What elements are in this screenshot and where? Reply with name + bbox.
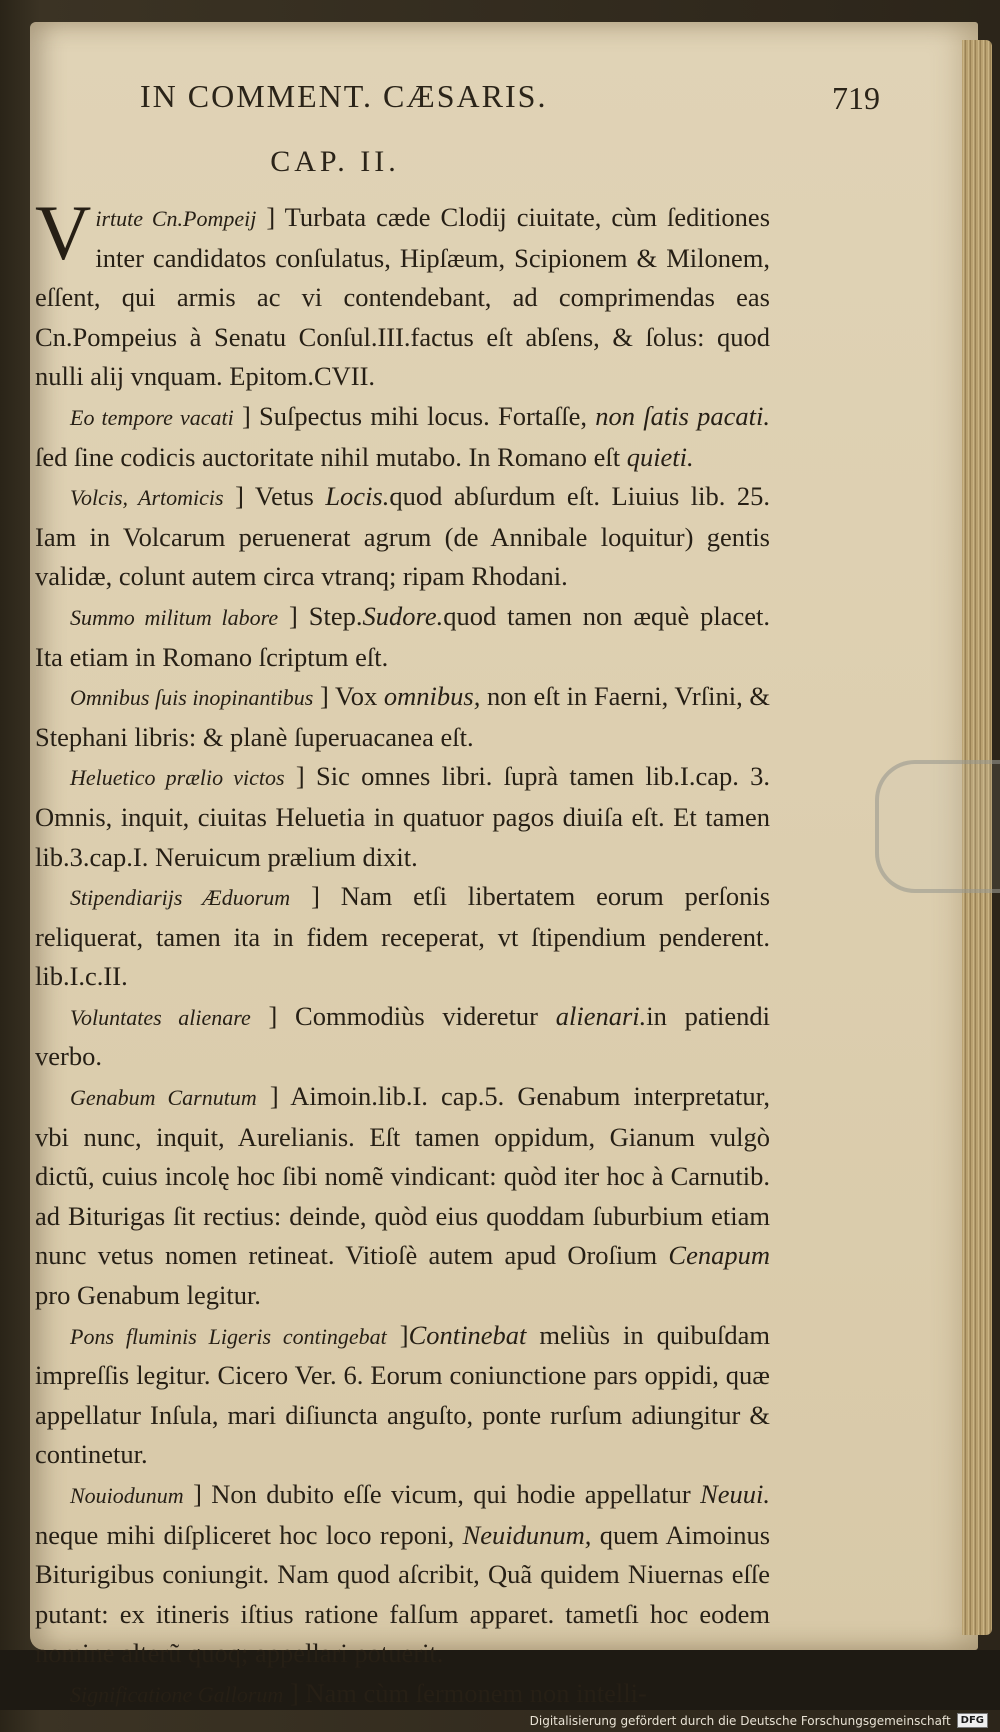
note-text: ] Sic omnes libri. ſuprà tamen lib.I.cap. 3. Omnis, inquit, ciuitas Heluetia in quatuor pagos diuiſa eſt. Et tamen lib.3.cap.I. Neruicum prælium dixit.	[35, 761, 771, 872]
note-text: quod abſurdum eſt. Liuius lib. 25. Iam in Volcarum peruenerat agrum (de Annibale loquitur) gentis validæ, colunt autem circa vtranq; ripam Rhodani.	[35, 481, 770, 592]
commentary-body	[35, 189, 771, 1715]
note-text: quod tamen non æquè placet. Ita etiam in Romano ſcriptum eſt.	[35, 600, 771, 672]
note-text: ] Vetus	[235, 481, 314, 512]
running-head: IN COMMENT. CÆSARIS.	[140, 78, 548, 114]
page-header	[140, 78, 880, 124]
note-variant: Sudore.	[362, 600, 444, 631]
note-text: ] Nam etſi libertatem eorum perſonis reliquerat, tamen ita in fidem receperat, vt ſtipendium penderent. lib.I.c.II.	[35, 881, 771, 992]
note-paragraph	[35, 1475, 770, 1674]
note-text: ] Aimoin.lib.I. cap.5. Genabum interpretatur, vbi nunc, inquit, Aurelianis. Eſt tamen oppidum, Gianum vulgò dictũ, cuius incolę hoc ſibi nomẽ vindicant: quòd iter hoc à Carnutib. ad Biturigas ſit rectius: deinde, quòd eius quoddam ſuburbium etiam nunc vetus nomen retineat. Vitioſè autem apud Oroſium	[35, 1081, 770, 1271]
lemma: Stipendiarijs Æduorum	[70, 885, 291, 911]
note-text: in patiendi verbo.	[35, 1000, 770, 1072]
note-paragraph	[35, 397, 770, 477]
drop-cap: V	[35, 189, 92, 276]
credit-text: Digitalisierung gefördert durch die Deutsche Forschungsgemeinschaft	[529, 1713, 951, 1728]
note-text: ] Nam cùm ſermonem non intelli-	[289, 1677, 647, 1708]
note-variant: Neuidunum,	[462, 1519, 592, 1550]
lemma: Voluntates alienare	[70, 1004, 251, 1030]
page-number: 719	[832, 80, 880, 116]
lemma: Volcis, Artomicis	[70, 485, 224, 511]
note-variant: non ſatis pacati.	[595, 400, 771, 431]
note-variant: Locis.	[325, 481, 390, 512]
note-paragraph	[35, 757, 770, 877]
page-clip	[875, 760, 1000, 893]
note-variant: quieti.	[626, 441, 694, 472]
note-text: meliùs in quibuſdam impreſſis legitur. Cicero Ver. 6. Eorum coniunctione pars oppidi, quæ appellatur Inſula, mari diſiuncta anguſto, ponte rurſum adiungitur & continetur.	[35, 1319, 771, 1470]
lemma: Significatione Gallorum	[70, 1681, 284, 1707]
note-paragraph	[35, 477, 770, 597]
note-text: ] Commodiùs videretur	[268, 1000, 539, 1031]
note-text: quem Aimoinus Biturigibus coniungit. Nam quod aſcribit, Quã quidem Niuernas eſſe putant: ex itineris iſtius ratione falſum apparet. tametſi hoc eodem nomine alterũ quoq; appellari potuerit.	[35, 1519, 771, 1669]
digitization-credit	[530, 1713, 988, 1728]
note-paragraph	[35, 1674, 770, 1715]
lemma: Eo tempore vacati	[70, 404, 234, 430]
note-text: ] Step.	[289, 600, 363, 631]
lemma: Summo militum labore	[70, 604, 279, 630]
note-variant: alienari.	[555, 1000, 647, 1031]
note-text: ]	[399, 1319, 409, 1350]
note-paragraph	[35, 877, 770, 997]
note-text: non eſt in Faerni, Vrſini, & Stephani libris: & planè ſuperuacanea eſt.	[35, 681, 770, 752]
note-text: ] Turbata cæde Clodij ciuitate, cùm ſeditiones inter candidatos conſulatus, Hipſæum, Scipionem & Milonem, eſſent, qui armis ac vi contendebant, ad comprimendas eas Cn.Pompeius à Senatu Conſul.III.factus eſt abſens, & ſolus: quod nulli alij vnquam. Epitom.CVII.	[35, 202, 771, 392]
lemma: Omnibus ſuis inopinantibus	[70, 685, 314, 711]
note-text: ſed ſine codicis auctoritate nihil mutabo. In Romano eſt	[35, 441, 621, 472]
note-paragraph	[35, 677, 770, 757]
note-paragraph	[35, 597, 770, 677]
note-paragraph	[35, 1316, 770, 1475]
note-text: ] Non dubito eſſe vicum, qui hodie appellatur	[193, 1479, 691, 1509]
note-text: ] Suſpectus mihi locus. Fortaſſe,	[241, 400, 588, 431]
chapter-heading: CAP. II.	[270, 145, 400, 178]
lemma: Pons fluminis Ligeris contingebat	[70, 1323, 387, 1349]
lemma: Nouiodunum	[70, 1483, 184, 1508]
dfg-logo-icon: DFG	[957, 1713, 988, 1728]
note-variant: omnibus,	[383, 681, 481, 712]
lemma: Heluetico prælio victos	[70, 765, 285, 791]
note-text: neque mihi diſpliceret hoc loco reponi,	[35, 1519, 455, 1550]
note-variant: Continebat	[408, 1319, 527, 1350]
note-paragraph	[35, 189, 771, 397]
note-text: ] Vox	[320, 681, 378, 712]
lemma: Genabum Carnutum	[70, 1085, 257, 1111]
note-text: pro Genabum legitur.	[35, 1280, 261, 1311]
note-variant: Cenapum	[668, 1240, 770, 1271]
note-paragraph	[35, 997, 770, 1077]
note-paragraph	[35, 1077, 770, 1316]
lemma: irtute Cn.Pompeij	[95, 206, 257, 231]
note-variant: Neuui.	[700, 1479, 771, 1509]
